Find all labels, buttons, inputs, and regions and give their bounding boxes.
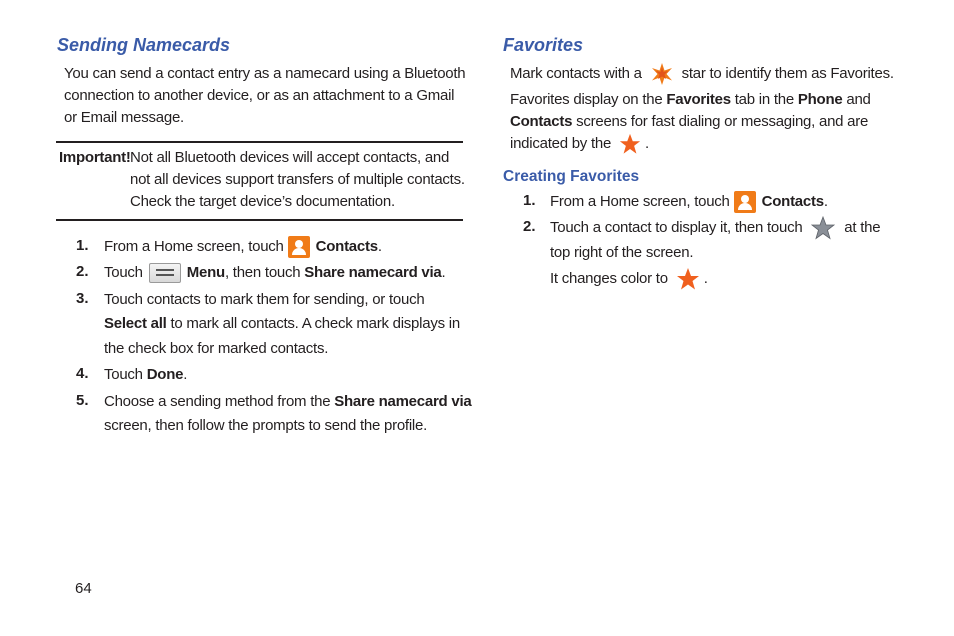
step-bold: Select all [104,315,167,332]
step-text: , then touch [224,264,301,281]
step-2 [104,261,474,285]
contacts-icon [734,191,756,213]
step-1 [104,235,474,259]
para-bold: Favorites [666,91,731,108]
fav-step-2-line1 [550,216,940,240]
para-bold: Contacts [510,113,573,130]
para-text: indicated by the [510,135,612,152]
contacts-icon [288,236,310,258]
step-number: 1. [76,237,89,254]
para-text: screens for fast dialing or messaging, and are [576,113,869,130]
para-text: Favorites display on the [510,91,663,108]
step-4 [104,363,474,387]
para-text: and [846,91,871,108]
fav-step-2-line2: top right of the screen. [550,244,694,261]
fav-step-2-line3 [550,267,940,291]
intro-paragraph: You can send a contact entry as a namecard using a Bluetooth connection to another device, or as an attachment to a Gmail or Email message. [64,65,466,126]
menu-icon [149,263,181,283]
step-number: 4. [76,365,89,382]
para-text: tab in the [734,91,794,108]
step-text: . [183,366,188,383]
section-heading-sending-namecards: Sending Namecards [57,35,231,55]
step-text: It changes color to [550,270,668,287]
para-text: . [645,135,649,152]
step-text: Touch [104,264,143,281]
star-orange-icon [676,267,700,291]
favorites-p1 [510,62,940,86]
subheading-creating-favorites: Creating Favorites [503,168,640,185]
favorites-p2 [510,89,940,155]
star-burst-icon [650,62,674,86]
step-bold: Menu [186,264,225,281]
step-text: . [377,238,382,255]
step-text: . [703,270,708,287]
page-number: 64 [75,580,92,597]
star-gray-icon [811,216,835,240]
step-3-line2 [104,312,474,336]
para-text: star to identify them as Favorites. [681,65,894,82]
important-label: Important! [59,149,131,166]
section-heading-favorites: Favorites [503,35,584,55]
step-text: Choose a sending method from the [104,393,331,410]
step-bold: Share namecard via [304,264,442,281]
step-text: . [823,193,828,210]
step-text: to mark all contacts. A check mark displays in [170,315,460,332]
step-5-line2: screen, then follow the prompts to send the profile. [104,417,428,434]
step-bold: Done [146,366,184,383]
para-bold: Phone [797,91,843,108]
divider-top [56,141,463,143]
step-text: From a Home screen, touch [104,238,284,255]
step-text: . [441,264,446,281]
step-number: 1. [523,192,536,209]
step-text: From a Home screen, touch [550,193,730,210]
step-text: Touch a contact to display it, then touch [550,219,803,236]
divider-bottom [56,219,463,221]
step-text: Touch [104,366,143,383]
step-number: 2. [76,263,89,280]
step-number: 3. [76,290,89,307]
step-bold: Share namecard via [334,393,472,410]
step-bold: Contacts [761,193,824,210]
step-3-line3: the check box for marked contacts. [104,340,329,357]
para-text: Mark contacts with a [510,65,642,82]
fav-step-1 [550,190,940,214]
step-number: 5. [76,392,89,409]
important-text: Not all Bluetooth devices will accept contacts, and not all devices support transfers of multiple contacts. Check the target device’s documentation. [130,149,465,210]
step-bold: Contacts [315,238,378,255]
star-orange-icon [619,133,641,155]
step-number: 2. [523,218,536,235]
step-text: at the [844,219,881,236]
step-5-line1 [104,390,476,414]
step-3-line1: Touch contacts to mark them for sending, or touch [104,291,425,308]
